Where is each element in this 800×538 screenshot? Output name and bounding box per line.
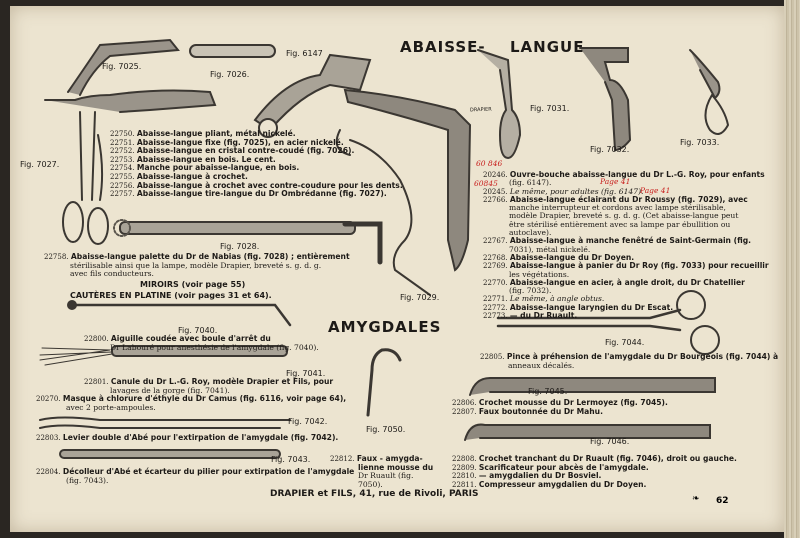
handwritten-note: Page 41 (600, 177, 631, 186)
list-item: 22772. Abaisse-langue laryngien du Dr Escat. (483, 302, 674, 312)
fig-label-7043: Fig. 7043. (271, 455, 311, 464)
fig-label-7026: Fig. 7026. (210, 70, 250, 79)
list-item: manche interrupteur et cordons avec lampe stérilisable, (509, 203, 726, 213)
list-item: 22811. Compresseur amygdalien du Dr Doyen. (452, 479, 647, 489)
amygdales-list-b (62, 378, 333, 395)
list-item: 22752. Abaisse-langue en cristal contre-coudé (fig. 7026). (110, 146, 355, 156)
list-item: 22754. Manche pour abaisse-langue, en bois. (110, 163, 300, 173)
list-item: 22771. Le même, à angle obtus. (483, 294, 605, 304)
fig-label-7033: Fig. 7033. (680, 138, 720, 147)
list-item: lavages de la gorge (fig. 7041). (110, 385, 230, 395)
amygdales-list-c (36, 395, 346, 412)
list-item: 22751. Abaisse-langue fixe (fig. 7025), en acier nickelé. (110, 137, 344, 147)
handwritten-note: 60 846 (476, 159, 503, 168)
list-item: 22770. Abaisse-langue en acier, à angle droit, du Dr Chatellier (483, 277, 745, 287)
fig-label-7032: Fig. 7032. (590, 145, 630, 154)
ornament-icon: ❧ (692, 494, 700, 504)
heading-abaisse: ABAISSE- (400, 38, 486, 56)
list-item: 22803. Levier double d'Abé pour l'extirpation de l'amygdale (fig. 7042). (36, 433, 339, 442)
list-item: être stérilisé entièrement avec sa lampe par ébullition ou (509, 219, 731, 229)
page-footer: DRAPIER et FILS, 41, rue de Rivoli, PARIS (270, 489, 479, 499)
list-item: 22807. Faux boutonnée du Dr Mahu. (452, 406, 603, 416)
fig-label-7040: Fig. 7040. (178, 326, 218, 335)
drapier-engraving: DRAPIER (469, 106, 492, 114)
list-item: 7031), métal nickelé. (509, 244, 591, 254)
fig-label-7029: Fig. 7029. (400, 293, 440, 302)
miroirs-ref: MIROIRS (voir page 55) (140, 280, 246, 289)
amygdales-list-a (62, 335, 319, 352)
list-item: autoclave). (509, 228, 552, 238)
list-item: (fig. 6147). (509, 178, 552, 188)
list-item: (fig. 7032). (509, 286, 552, 296)
list-item: 22800. Aiguille coudée avec boule d'arrêt du (84, 334, 271, 343)
list-item: 22773. — du Dr Ruault. (483, 311, 578, 321)
list-item: 22766. Abaisse-langue éclairant du Dr Roussy (fig. 7029), avec (483, 194, 748, 204)
entry-22812: 22812. Faux - amygda- lienne mousse du Dr Ruault (fig. 7050). (330, 454, 434, 489)
heading-langue: LANGUE (510, 38, 585, 56)
amygdales-list-d (36, 434, 338, 443)
page-number: 62 (716, 496, 729, 506)
list-item: (fig. 7043). (66, 475, 109, 485)
cauteres-ref: CAUTÈRES EN PLATINE (voir pages 31 et 64). (70, 291, 272, 300)
list-item: 20246. Ouvre-bouche abaisse-langue du Dr L.-G. Roy, pour enfants (483, 170, 765, 179)
fig-label-7025: Fig. 7025. (102, 62, 142, 71)
fig-label-7027: Fig. 7027. (20, 160, 60, 169)
handwritten-note: Page 41 (640, 186, 671, 195)
list-item: 22750. Abaisse-langue pliant, métal nickelé. (110, 129, 296, 138)
list-item: 22753. Abaisse-langue en bois. Le cent. (110, 154, 276, 164)
list-item: 22757. Abaisse-langue tire-langue du Dr Ombrédanne (fig. 7027). (110, 189, 387, 199)
fig-label-7042: Fig. 7042. (288, 417, 328, 426)
list-item: 20245. Le même, pour adultes (fig. 6147). (483, 186, 644, 196)
handwritten-note: 60845 (474, 179, 498, 188)
fig-label-7045: Fig. 7045. (528, 387, 568, 396)
list-item: avec 2 porte-ampoules. (66, 402, 156, 412)
list-item: 20270. Masque à chlorure d'éthyle du Dr Camus (fig. 6116, voir page 64), (36, 394, 347, 403)
amygdales-right-a (480, 353, 778, 370)
list-item: 22756. Abaisse-langue à crochet avec contre-coudure pour les dents. (110, 180, 403, 190)
fig-label-7028: Fig. 7028. (220, 242, 260, 251)
fig-label-7050: Fig. 7050. (366, 425, 406, 434)
list-item: modèle Drapier, breveté s. g. d. g. (Cet abaisse-langue peut (509, 211, 739, 221)
fig-label-7044: Fig. 7044. (605, 338, 645, 347)
heading-amygdales: AMYGDALES (328, 318, 442, 336)
list-item: 22767. Abaisse-langue à manche fenêtré de Saint-Germain (fig. (483, 236, 752, 246)
amygdales-list-e (36, 468, 354, 485)
list-item: 22804. Décolleur d'Abé et écarteur du pilier pour extirpation de l'amygdale (36, 467, 355, 476)
list-item: anneaux décalés. (508, 360, 575, 370)
list-item: 22806. Crochet mousse du Dr Lermoyez (fig. 7045). (452, 398, 668, 407)
list-item: 22801. Canule du Dr L.-G. Roy, modèle Drapier et Fils, pour (84, 377, 334, 386)
list-item: 22808. Crochet tranchant du Dr Ruault (fig. 7046), droit ou gauche. (452, 454, 737, 463)
list-item: 22768. Abaisse-langue du Dr Doyen. (483, 252, 635, 262)
entry-list-left (110, 130, 403, 199)
amygdales-right-b (452, 399, 668, 416)
list-item: Dr Labouré pour anesthésie de l'amygdale (fig. 7040). (110, 342, 319, 352)
entry-22758: 22758. Abaisse-langue palette du Dr de Nabias (fig. 7028) ; entièrement stérilisable ainsi que la lampe, modèle Drapier, breveté s. g. d. g. avec fils conducteurs. (44, 252, 350, 279)
list-item: les végétations. (509, 269, 570, 279)
fig-label-7031: Fig. 7031. (530, 104, 570, 113)
list-item: 22769. Abaisse-langue à panier du Dr Roy (fig. 7033) pour recueillir (483, 261, 769, 271)
amygdales-right-c (452, 455, 737, 489)
list-item: 22755. Abaisse-langue à crochet. (110, 171, 248, 181)
list-item: 22810. — amygdalien du Dr Bosviel. (452, 471, 602, 481)
list-item: 22805. Pince à préhension de l'amygdale du Dr Bourgeois (fig. 7044) à (480, 352, 779, 361)
list-item: 22809. Scarificateur pour abcès de l'amygdale. (452, 462, 649, 472)
entry-list-right (483, 171, 769, 320)
fig-label-6147: Fig. 6147 (286, 49, 323, 58)
fig-label-7041: Fig. 7041. (286, 369, 326, 378)
fig-label-7046: Fig. 7046. (590, 437, 630, 446)
